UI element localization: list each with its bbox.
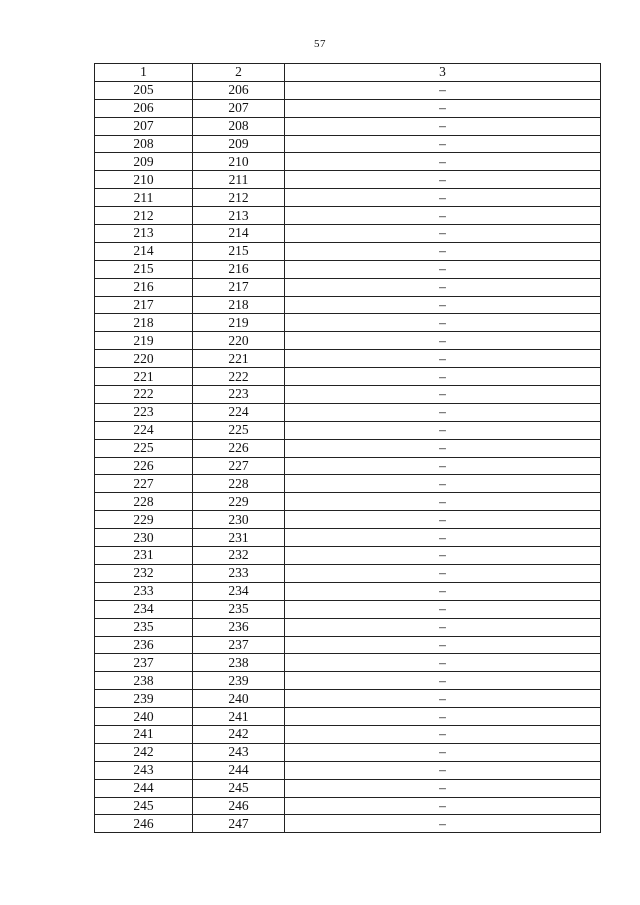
table-cell-col-1: 209 (95, 153, 193, 171)
table-row (95, 171, 601, 189)
table-header (95, 64, 601, 82)
table-cell-col-1: 205 (95, 81, 193, 99)
table-cell-col-2: 211 (193, 171, 285, 189)
table-cell-col-3: – (285, 99, 601, 117)
table-cell-col-2: 236 (193, 618, 285, 636)
table-cell-col-1: 245 (95, 797, 193, 815)
table-cell-col-1: 240 (95, 708, 193, 726)
table-cell-col-2: 217 (193, 278, 285, 296)
table-row (95, 600, 601, 618)
table-cell-col-3: – (285, 618, 601, 636)
table-cell-col-3: – (285, 421, 601, 439)
table-row (95, 708, 601, 726)
table-row (95, 386, 601, 404)
table-row (95, 636, 601, 654)
table-row (95, 475, 601, 493)
table-row (95, 350, 601, 368)
table-cell-col-2: 209 (193, 135, 285, 153)
table-cell-col-2: 238 (193, 654, 285, 672)
table-row (95, 690, 601, 708)
table-cell-col-1: 208 (95, 135, 193, 153)
table-cell-col-2: 231 (193, 529, 285, 547)
table-cell-col-1: 206 (95, 99, 193, 117)
table-row (95, 582, 601, 600)
table-cell-col-3: – (285, 171, 601, 189)
table-row (95, 779, 601, 797)
table-body (95, 81, 601, 832)
table-cell-col-2: 245 (193, 779, 285, 797)
table-row (95, 332, 601, 350)
table-cell-col-2: 235 (193, 600, 285, 618)
table-cell-col-1: 221 (95, 368, 193, 386)
table-cell-col-1: 218 (95, 314, 193, 332)
table-cell-col-1: 231 (95, 547, 193, 565)
table-cell-col-1: 207 (95, 117, 193, 135)
table-cell-col-3: – (285, 761, 601, 779)
table-cell-col-2: 216 (193, 260, 285, 278)
table-cell-col-2: 225 (193, 421, 285, 439)
table-cell-col-3: – (285, 350, 601, 368)
table-row (95, 439, 601, 457)
table-cell-col-1: 236 (95, 636, 193, 654)
table-row (95, 457, 601, 475)
table-row (95, 529, 601, 547)
table-cell-col-2: 208 (193, 117, 285, 135)
table-cell-col-1: 225 (95, 439, 193, 457)
table-row (95, 225, 601, 243)
table-cell-col-2: 239 (193, 672, 285, 690)
table-cell-col-3: – (285, 529, 601, 547)
table-row (95, 99, 601, 117)
table-cell-col-2: 241 (193, 708, 285, 726)
table-row (95, 242, 601, 260)
table-row (95, 743, 601, 761)
table-row (95, 81, 601, 99)
table-cell-col-1: 214 (95, 242, 193, 260)
table-cell-col-2: 242 (193, 725, 285, 743)
header-row (95, 64, 601, 82)
table-cell-col-3: – (285, 779, 601, 797)
table-cell-col-3: – (285, 296, 601, 314)
table-cell-col-1: 232 (95, 564, 193, 582)
table-cell-col-2: 247 (193, 815, 285, 833)
table-cell-col-3: – (285, 135, 601, 153)
table-cell-col-2: 223 (193, 386, 285, 404)
table-cell-col-3: – (285, 260, 601, 278)
table-row (95, 761, 601, 779)
table-cell-col-3: – (285, 582, 601, 600)
table-cell-col-3: – (285, 690, 601, 708)
table-cell-col-2: 228 (193, 475, 285, 493)
table-cell-col-2: 214 (193, 225, 285, 243)
table-cell-col-3: – (285, 547, 601, 565)
table-cell-col-3: – (285, 207, 601, 225)
table-row (95, 189, 601, 207)
table-cell-col-1: 235 (95, 618, 193, 636)
table-cell-col-2: 227 (193, 457, 285, 475)
table-cell-col-3: – (285, 725, 601, 743)
table-row (95, 135, 601, 153)
data-table (94, 63, 601, 833)
table-cell-col-2: 218 (193, 296, 285, 314)
table-row (95, 403, 601, 421)
column-header-1: 1 (95, 64, 193, 82)
table-row (95, 314, 601, 332)
table-cell-col-2: 215 (193, 242, 285, 260)
table-cell-col-2: 212 (193, 189, 285, 207)
table-row (95, 654, 601, 672)
table-cell-col-2: 222 (193, 368, 285, 386)
table-row (95, 260, 601, 278)
column-header-2: 2 (193, 64, 285, 82)
table-cell-col-3: – (285, 386, 601, 404)
table-cell-col-1: 244 (95, 779, 193, 797)
table-cell-col-1: 213 (95, 225, 193, 243)
table-row (95, 511, 601, 529)
table-cell-col-2: 207 (193, 99, 285, 117)
table-row (95, 547, 601, 565)
table-row (95, 797, 601, 815)
table-cell-col-2: 206 (193, 81, 285, 99)
table-cell-col-3: – (285, 797, 601, 815)
table-cell-col-1: 223 (95, 403, 193, 421)
table-cell-col-3: – (285, 654, 601, 672)
table-cell-col-2: 246 (193, 797, 285, 815)
table-cell-col-1: 211 (95, 189, 193, 207)
table-cell-col-1: 228 (95, 493, 193, 511)
table-cell-col-1: 219 (95, 332, 193, 350)
table-cell-col-1: 241 (95, 725, 193, 743)
table-cell-col-3: – (285, 493, 601, 511)
table-cell-col-1: 215 (95, 260, 193, 278)
table-row (95, 278, 601, 296)
table-cell-col-3: – (285, 743, 601, 761)
table-cell-col-1: 226 (95, 457, 193, 475)
page-number: 57 (314, 38, 326, 50)
table-cell-col-1: 229 (95, 511, 193, 529)
table-cell-col-2: 229 (193, 493, 285, 511)
table-cell-col-1: 227 (95, 475, 193, 493)
table-row (95, 207, 601, 225)
table-cell-col-3: – (285, 475, 601, 493)
table-cell-col-3: – (285, 332, 601, 350)
table-cell-col-1: 239 (95, 690, 193, 708)
table-cell-col-3: – (285, 242, 601, 260)
table-cell-col-3: – (285, 457, 601, 475)
table-cell-col-3: – (285, 636, 601, 654)
table-cell-col-1: 217 (95, 296, 193, 314)
table-cell-col-2: 233 (193, 564, 285, 582)
table-cell-col-3: – (285, 81, 601, 99)
table-cell-col-3: – (285, 314, 601, 332)
table-row (95, 117, 601, 135)
table-cell-col-3: – (285, 511, 601, 529)
table-cell-col-2: 244 (193, 761, 285, 779)
table-row (95, 368, 601, 386)
table-cell-col-2: 226 (193, 439, 285, 457)
table-cell-col-1: 234 (95, 600, 193, 618)
table-cell-col-1: 237 (95, 654, 193, 672)
table-cell-col-2: 220 (193, 332, 285, 350)
table-cell-col-1: 216 (95, 278, 193, 296)
table-cell-col-3: – (285, 600, 601, 618)
table-cell-col-1: 243 (95, 761, 193, 779)
table-cell-col-3: – (285, 708, 601, 726)
table-cell-col-1: 212 (95, 207, 193, 225)
table-cell-col-1: 224 (95, 421, 193, 439)
table-cell-col-1: 230 (95, 529, 193, 547)
table-cell-col-2: 234 (193, 582, 285, 600)
table-row (95, 564, 601, 582)
table-row (95, 493, 601, 511)
table-cell-col-1: 238 (95, 672, 193, 690)
table-cell-col-1: 210 (95, 171, 193, 189)
table-cell-col-1: 242 (95, 743, 193, 761)
table-cell-col-3: – (285, 815, 601, 833)
table-cell-col-2: 232 (193, 547, 285, 565)
table-cell-col-3: – (285, 368, 601, 386)
table-cell-col-3: – (285, 189, 601, 207)
table-row (95, 153, 601, 171)
table-cell-col-3: – (285, 403, 601, 421)
table-cell-col-2: 224 (193, 403, 285, 421)
table-cell-col-1: 233 (95, 582, 193, 600)
table-cell-col-3: – (285, 564, 601, 582)
column-header-3: 3 (285, 64, 601, 82)
table-cell-col-2: 230 (193, 511, 285, 529)
table-cell-col-2: 219 (193, 314, 285, 332)
table-cell-col-3: – (285, 439, 601, 457)
table-cell-col-3: – (285, 117, 601, 135)
table-cell-col-2: 240 (193, 690, 285, 708)
table-row (95, 725, 601, 743)
table-cell-col-2: 243 (193, 743, 285, 761)
table-cell-col-3: – (285, 278, 601, 296)
table-cell-col-2: 221 (193, 350, 285, 368)
table-cell-col-2: 210 (193, 153, 285, 171)
table-cell-col-3: – (285, 672, 601, 690)
table-row (95, 421, 601, 439)
table-cell-col-2: 213 (193, 207, 285, 225)
table-cell-col-1: 222 (95, 386, 193, 404)
table-row (95, 672, 601, 690)
table-cell-col-1: 220 (95, 350, 193, 368)
table-cell-col-2: 237 (193, 636, 285, 654)
table-cell-col-1: 246 (95, 815, 193, 833)
table-row (95, 618, 601, 636)
table-cell-col-3: – (285, 225, 601, 243)
table-cell-col-3: – (285, 153, 601, 171)
table-row (95, 296, 601, 314)
table-row (95, 815, 601, 833)
